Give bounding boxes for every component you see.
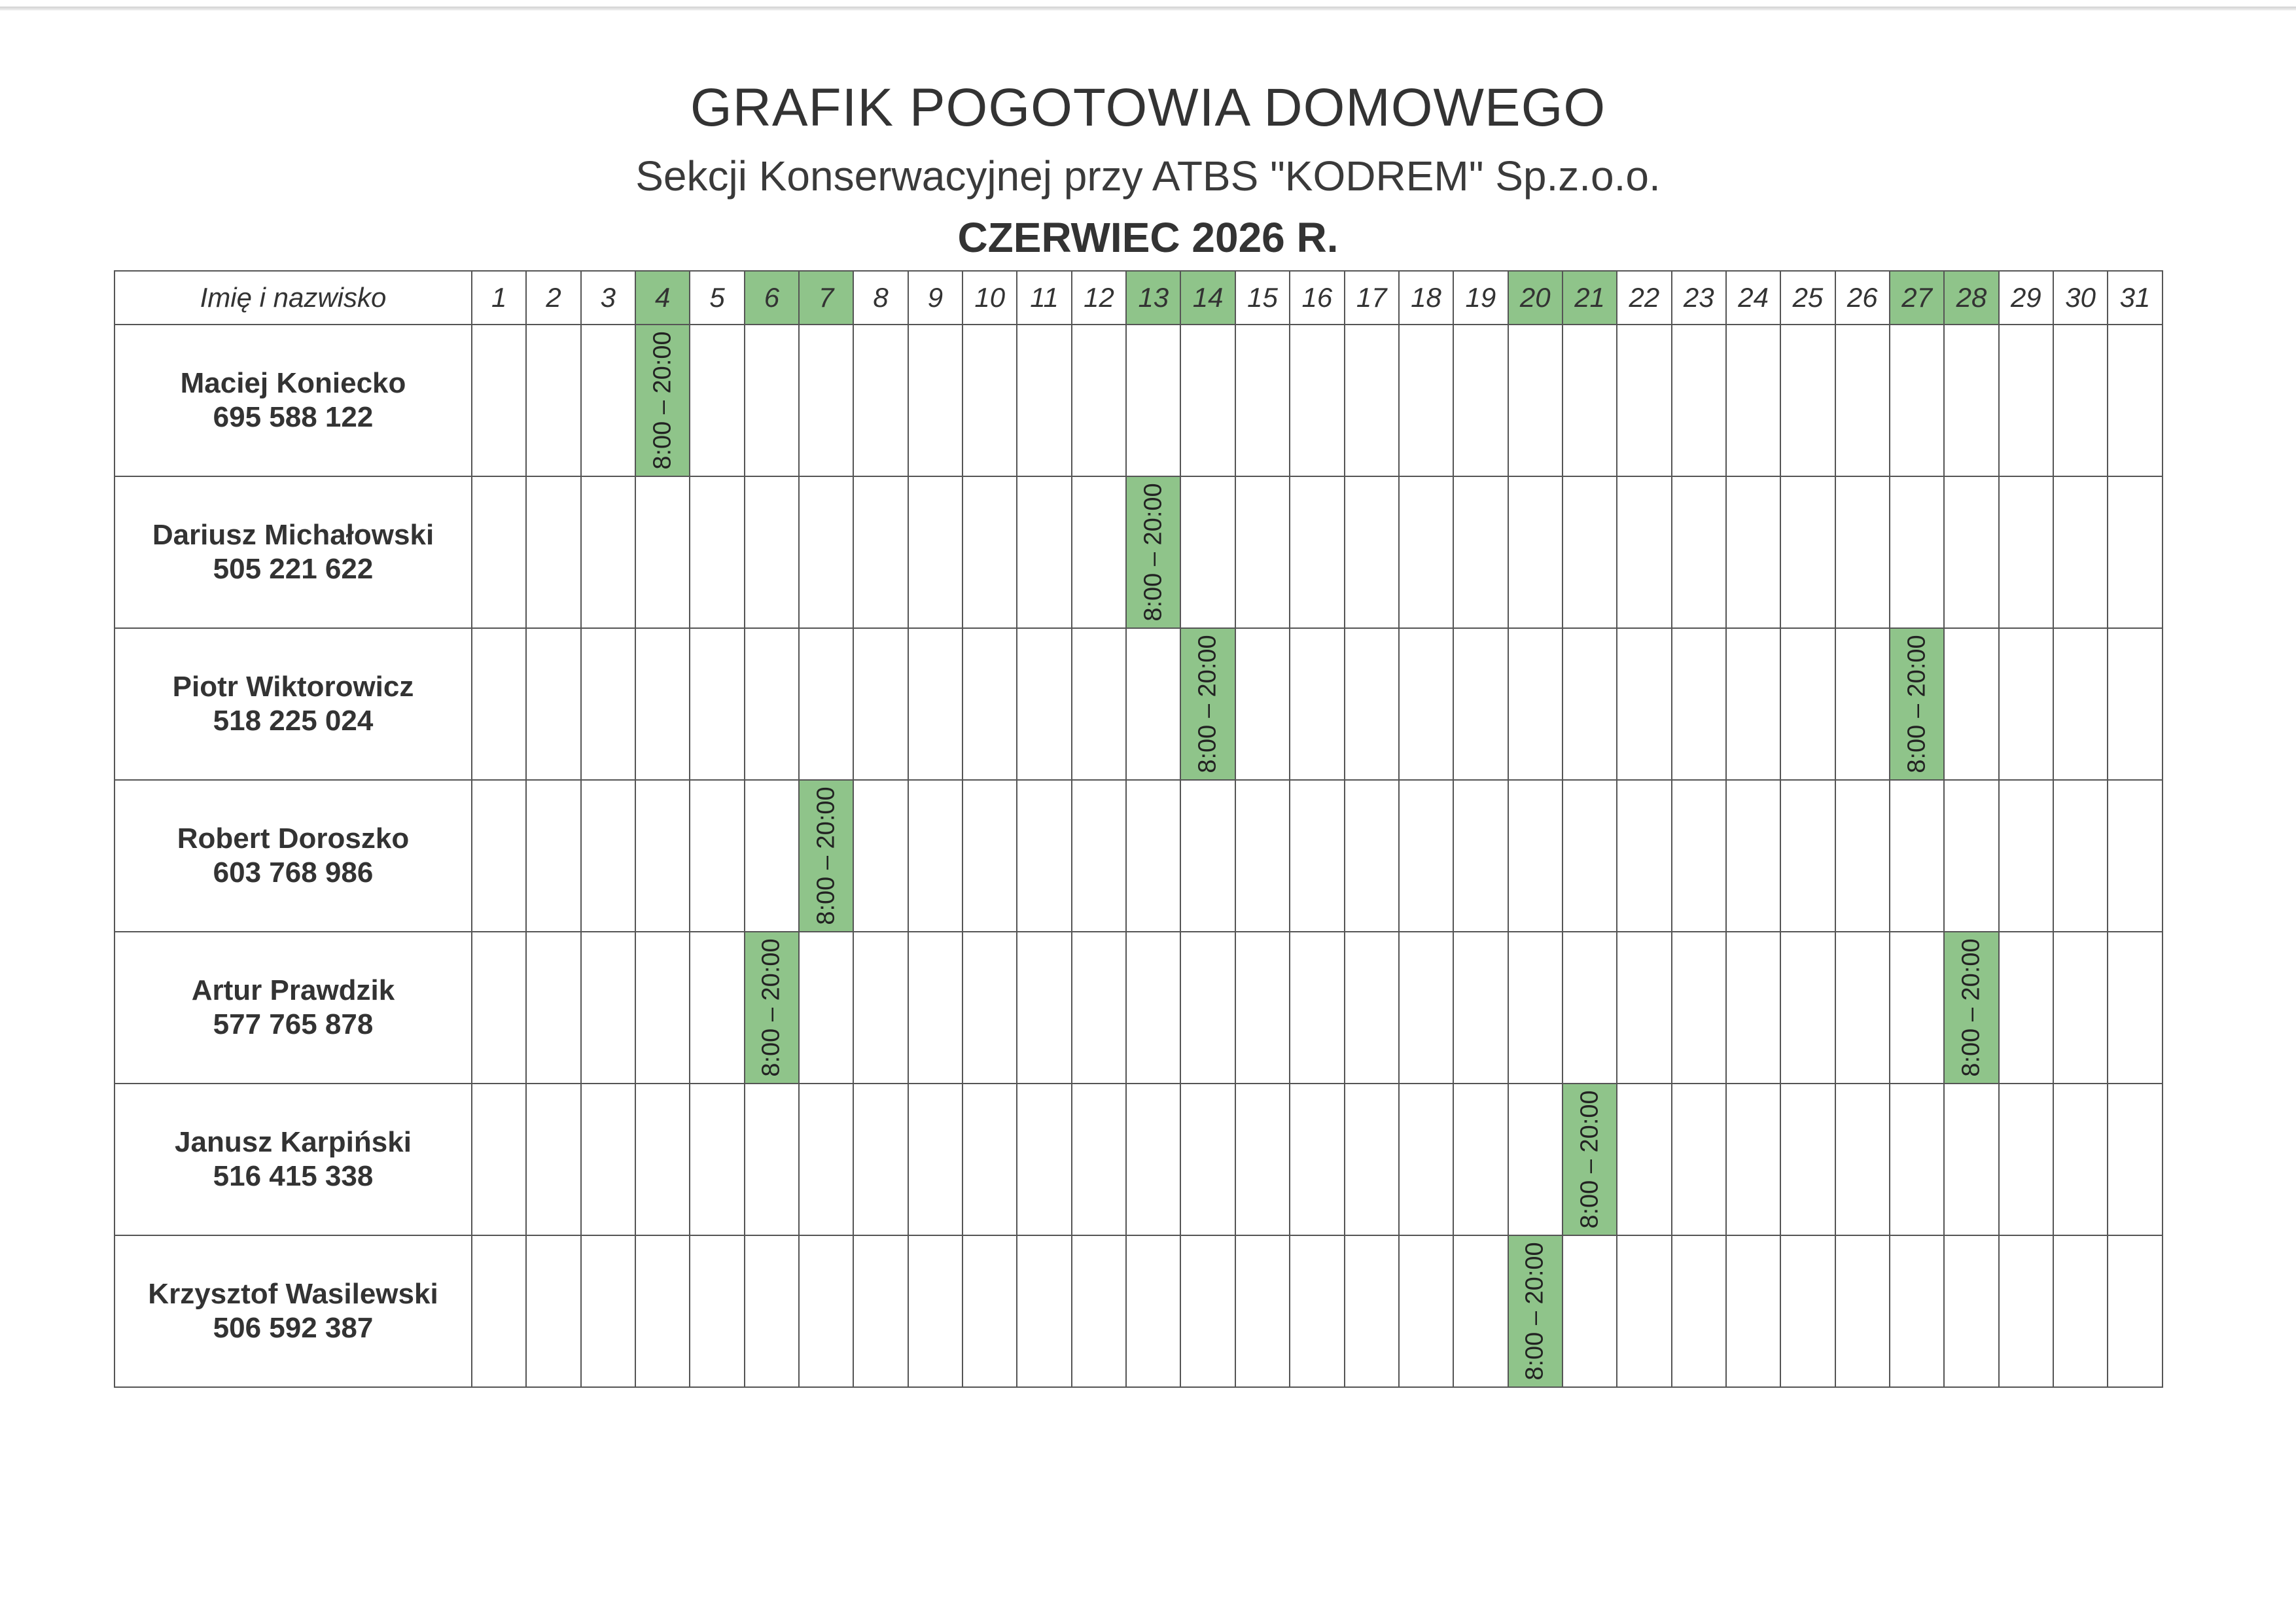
day-header-1: 1 bbox=[472, 271, 526, 325]
day-header-23: 23 bbox=[1672, 271, 1726, 325]
page-title: GRAFIK POGOTOWIA DOMOWEGO bbox=[690, 78, 1606, 137]
day-cell bbox=[526, 476, 580, 628]
day-cell bbox=[1563, 325, 1617, 476]
day-header-16: 16 bbox=[1290, 271, 1344, 325]
day-cell bbox=[526, 780, 580, 932]
day-cell bbox=[690, 325, 744, 476]
day-cell bbox=[1726, 628, 1780, 780]
day-cell bbox=[1290, 628, 1344, 780]
day-cell bbox=[472, 476, 526, 628]
day-header-19: 19 bbox=[1453, 271, 1508, 325]
day-cell bbox=[1399, 325, 1453, 476]
day-cell bbox=[1290, 476, 1344, 628]
day-cell bbox=[1780, 476, 1835, 628]
day-header-24: 24 bbox=[1726, 271, 1780, 325]
employee-name: Maciej Koniecko bbox=[180, 367, 406, 399]
day-header-22: 22 bbox=[1617, 271, 1671, 325]
day-header-25: 25 bbox=[1780, 271, 1835, 325]
shift-cell bbox=[1563, 1084, 1617, 1235]
day-cell bbox=[1999, 1084, 2053, 1235]
day-header-29: 29 bbox=[1999, 271, 2053, 325]
day-cell bbox=[1180, 1235, 1235, 1387]
shift-cell bbox=[1180, 628, 1235, 780]
shift-cell bbox=[1890, 628, 1944, 780]
shift-hours: 8:00 – 20:00 bbox=[757, 938, 785, 1077]
day-cell bbox=[1072, 932, 1126, 1084]
day-cell bbox=[635, 628, 690, 780]
day-cell bbox=[1890, 932, 1944, 1084]
day-cell bbox=[1617, 628, 1671, 780]
day-cell bbox=[1399, 628, 1453, 780]
day-cell bbox=[690, 628, 744, 780]
table-row bbox=[115, 1084, 2163, 1235]
day-cell bbox=[1617, 476, 1671, 628]
day-header-26: 26 bbox=[1835, 271, 1890, 325]
day-cell bbox=[1345, 476, 1399, 628]
day-cell bbox=[1835, 932, 1890, 1084]
table-row bbox=[115, 1235, 2163, 1387]
day-cell bbox=[1999, 932, 2053, 1084]
shift-hours: 8:00 – 20:00 bbox=[1521, 1242, 1549, 1381]
day-cell bbox=[1180, 932, 1235, 1084]
day-cell bbox=[1999, 325, 2053, 476]
day-cell bbox=[1126, 628, 1180, 780]
day-cell bbox=[1890, 1084, 1944, 1235]
day-cell bbox=[1672, 932, 1726, 1084]
day-cell bbox=[1780, 1235, 1835, 1387]
employee-phone: 518 225 024 bbox=[213, 705, 374, 737]
day-cell bbox=[1017, 1235, 1071, 1387]
day-cell bbox=[1399, 476, 1453, 628]
shift-hours: 8:00 – 20:00 bbox=[1576, 1090, 1604, 1229]
day-cell bbox=[1890, 476, 1944, 628]
day-cell bbox=[1780, 932, 1835, 1084]
day-cell bbox=[526, 628, 580, 780]
shift-hours: 8:00 – 20:00 bbox=[1139, 483, 1167, 622]
day-cell bbox=[1235, 780, 1290, 932]
day-cell bbox=[635, 932, 690, 1084]
day-cell bbox=[1944, 628, 1998, 780]
day-cell bbox=[1180, 325, 1235, 476]
employee-cell bbox=[115, 1084, 472, 1235]
day-cell bbox=[963, 628, 1017, 780]
employee-name: Robert Doroszko bbox=[177, 822, 410, 855]
day-cell bbox=[1944, 1084, 1998, 1235]
employee-phone: 506 592 387 bbox=[213, 1312, 374, 1344]
day-cell bbox=[472, 1084, 526, 1235]
day-cell bbox=[1180, 1084, 1235, 1235]
day-cell bbox=[1072, 780, 1126, 932]
day-cell bbox=[963, 1235, 1017, 1387]
day-cell bbox=[1235, 1235, 1290, 1387]
day-cell bbox=[581, 932, 635, 1084]
day-cell bbox=[1726, 1084, 1780, 1235]
day-cell bbox=[2108, 628, 2162, 780]
day-cell bbox=[799, 1235, 853, 1387]
day-cell bbox=[1453, 628, 1508, 780]
day-cell bbox=[1017, 476, 1071, 628]
day-header-7: 7 bbox=[799, 271, 853, 325]
day-cell bbox=[908, 780, 963, 932]
day-cell bbox=[526, 325, 580, 476]
day-cell bbox=[853, 780, 908, 932]
day-cell bbox=[526, 1235, 580, 1387]
day-cell bbox=[581, 1235, 635, 1387]
day-cell bbox=[1017, 932, 1071, 1084]
day-header-10: 10 bbox=[963, 271, 1017, 325]
day-cell bbox=[1235, 1084, 1290, 1235]
day-header-18: 18 bbox=[1399, 271, 1453, 325]
schedule-table bbox=[114, 270, 2163, 1388]
employee-name: Janusz Karpiński bbox=[175, 1126, 412, 1158]
day-cell bbox=[1180, 476, 1235, 628]
day-cell bbox=[635, 780, 690, 932]
day-cell bbox=[1999, 628, 2053, 780]
day-cell bbox=[581, 476, 635, 628]
day-cell bbox=[1235, 325, 1290, 476]
day-cell bbox=[1835, 1235, 1890, 1387]
day-cell bbox=[1508, 325, 1563, 476]
day-header-5: 5 bbox=[690, 271, 744, 325]
day-header-21: 21 bbox=[1563, 271, 1617, 325]
day-cell bbox=[1453, 1235, 1508, 1387]
day-cell bbox=[1563, 476, 1617, 628]
day-cell bbox=[2108, 476, 2162, 628]
day-cell bbox=[1235, 932, 1290, 1084]
day-header-11: 11 bbox=[1017, 271, 1071, 325]
day-cell bbox=[963, 325, 1017, 476]
day-cell bbox=[581, 628, 635, 780]
day-cell bbox=[2108, 780, 2162, 932]
day-cell bbox=[1999, 476, 2053, 628]
day-cell bbox=[1345, 932, 1399, 1084]
day-cell bbox=[1726, 325, 1780, 476]
day-cell bbox=[1072, 1084, 1126, 1235]
day-cell bbox=[908, 476, 963, 628]
day-cell bbox=[1453, 932, 1508, 1084]
shift-cell bbox=[1508, 1235, 1563, 1387]
day-cell bbox=[1944, 476, 1998, 628]
day-cell bbox=[2053, 325, 2108, 476]
day-cell bbox=[1399, 780, 1453, 932]
day-cell bbox=[1235, 476, 1290, 628]
table-row bbox=[115, 325, 2163, 476]
employee-phone: 695 588 122 bbox=[213, 401, 374, 433]
day-cell bbox=[963, 780, 1017, 932]
day-cell bbox=[1345, 325, 1399, 476]
day-cell bbox=[1290, 780, 1344, 932]
day-cell bbox=[1726, 1235, 1780, 1387]
day-cell bbox=[908, 1235, 963, 1387]
day-cell bbox=[472, 1235, 526, 1387]
day-cell bbox=[1126, 932, 1180, 1084]
day-cell bbox=[1345, 1235, 1399, 1387]
day-header-30: 30 bbox=[2053, 271, 2108, 325]
day-cell bbox=[1126, 780, 1180, 932]
day-cell bbox=[1617, 780, 1671, 932]
day-cell bbox=[1017, 325, 1071, 476]
table-row bbox=[115, 780, 2163, 932]
day-cell bbox=[1290, 1084, 1344, 1235]
day-header-6: 6 bbox=[745, 271, 799, 325]
day-cell bbox=[1944, 325, 1998, 476]
day-cell bbox=[581, 325, 635, 476]
day-header-4: 4 bbox=[635, 271, 690, 325]
day-cell bbox=[745, 1235, 799, 1387]
day-cell bbox=[1726, 932, 1780, 1084]
day-cell bbox=[526, 932, 580, 1084]
day-header-3: 3 bbox=[581, 271, 635, 325]
employee-cell bbox=[115, 476, 472, 628]
day-cell bbox=[1999, 780, 2053, 932]
day-cell bbox=[472, 628, 526, 780]
day-cell bbox=[1617, 1084, 1671, 1235]
day-cell bbox=[1235, 628, 1290, 780]
page-subtitle: Sekcji Konserwacyjnej przy ATBS "KODREM" Sp.z.o.o. bbox=[635, 152, 1661, 200]
day-header-14: 14 bbox=[1180, 271, 1235, 325]
day-cell bbox=[2108, 325, 2162, 476]
shift-cell bbox=[1126, 476, 1180, 628]
day-cell bbox=[1563, 628, 1617, 780]
day-cell bbox=[1072, 325, 1126, 476]
day-cell bbox=[1780, 1084, 1835, 1235]
day-header-31: 31 bbox=[2108, 271, 2162, 325]
employee-cell bbox=[115, 628, 472, 780]
shift-hours: 8:00 – 20:00 bbox=[648, 331, 677, 470]
day-cell bbox=[472, 780, 526, 932]
day-header-2: 2 bbox=[526, 271, 580, 325]
day-cell bbox=[1508, 476, 1563, 628]
day-cell bbox=[581, 1084, 635, 1235]
table-row bbox=[115, 628, 2163, 780]
day-cell bbox=[1017, 628, 1071, 780]
day-cell bbox=[1453, 780, 1508, 932]
day-cell bbox=[1890, 325, 1944, 476]
name-column-header: Imię i nazwisko bbox=[115, 271, 472, 325]
day-cell bbox=[1672, 628, 1726, 780]
day-header-20: 20 bbox=[1508, 271, 1563, 325]
day-cell bbox=[2053, 1084, 2108, 1235]
day-cell bbox=[526, 1084, 580, 1235]
day-cell bbox=[1453, 325, 1508, 476]
employee-phone: 516 415 338 bbox=[213, 1160, 374, 1192]
employee-phone: 577 765 878 bbox=[213, 1008, 374, 1040]
day-cell bbox=[1780, 325, 1835, 476]
day-cell bbox=[963, 476, 1017, 628]
day-header-9: 9 bbox=[908, 271, 963, 325]
day-cell bbox=[1508, 932, 1563, 1084]
shift-hours: 8:00 – 20:00 bbox=[812, 786, 840, 925]
day-cell bbox=[1072, 628, 1126, 780]
day-cell bbox=[908, 325, 963, 476]
day-cell bbox=[1780, 780, 1835, 932]
day-cell bbox=[908, 628, 963, 780]
day-cell bbox=[472, 932, 526, 1084]
day-cell bbox=[1508, 1084, 1563, 1235]
day-cell bbox=[963, 1084, 1017, 1235]
employee-name: Dariusz Michałowski bbox=[152, 519, 434, 551]
employee-name: Krzysztof Wasilewski bbox=[148, 1278, 438, 1310]
header-row bbox=[115, 271, 2163, 325]
day-cell bbox=[1835, 476, 1890, 628]
day-cell bbox=[799, 476, 853, 628]
day-cell bbox=[1290, 1235, 1344, 1387]
day-cell bbox=[1835, 780, 1890, 932]
employee-name: Piotr Wiktorowicz bbox=[172, 671, 414, 703]
day-cell bbox=[1944, 1235, 1998, 1387]
day-cell bbox=[745, 1084, 799, 1235]
day-cell bbox=[1563, 932, 1617, 1084]
day-cell bbox=[799, 1084, 853, 1235]
day-cell bbox=[2053, 932, 2108, 1084]
day-cell bbox=[799, 325, 853, 476]
day-cell bbox=[1399, 932, 1453, 1084]
day-cell bbox=[799, 932, 853, 1084]
day-cell bbox=[472, 325, 526, 476]
table-row bbox=[115, 932, 2163, 1084]
day-header-28: 28 bbox=[1944, 271, 1998, 325]
day-cell bbox=[690, 1084, 744, 1235]
day-cell bbox=[1672, 780, 1726, 932]
day-cell bbox=[1126, 1235, 1180, 1387]
day-cell bbox=[745, 780, 799, 932]
day-cell bbox=[635, 476, 690, 628]
shift-hours: 8:00 – 20:00 bbox=[1903, 635, 1931, 773]
day-cell bbox=[1617, 932, 1671, 1084]
day-cell bbox=[1180, 780, 1235, 932]
day-cell bbox=[1726, 780, 1780, 932]
employee-name: Artur Prawdzik bbox=[191, 974, 395, 1006]
day-cell bbox=[635, 1084, 690, 1235]
day-cell bbox=[2053, 1235, 2108, 1387]
shift-hours: 8:00 – 20:00 bbox=[1193, 635, 1222, 773]
table-row bbox=[115, 476, 2163, 628]
day-header-17: 17 bbox=[1345, 271, 1399, 325]
day-cell bbox=[908, 932, 963, 1084]
shift-cell bbox=[635, 325, 690, 476]
day-cell bbox=[1563, 1235, 1617, 1387]
day-header-13: 13 bbox=[1126, 271, 1180, 325]
day-cell bbox=[1890, 1235, 1944, 1387]
day-cell bbox=[581, 780, 635, 932]
day-cell bbox=[690, 932, 744, 1084]
day-cell bbox=[1835, 628, 1890, 780]
day-cell bbox=[1453, 1084, 1508, 1235]
day-header-27: 27 bbox=[1890, 271, 1944, 325]
day-cell bbox=[1617, 1235, 1671, 1387]
shift-cell bbox=[799, 780, 853, 932]
day-cell bbox=[1835, 325, 1890, 476]
employee-cell bbox=[115, 780, 472, 932]
day-cell bbox=[690, 1235, 744, 1387]
day-cell bbox=[1126, 1084, 1180, 1235]
day-cell bbox=[1780, 628, 1835, 780]
day-cell bbox=[1508, 628, 1563, 780]
day-cell bbox=[2108, 1084, 2162, 1235]
day-cell bbox=[690, 476, 744, 628]
shift-hours: 8:00 – 20:00 bbox=[1957, 938, 1985, 1077]
day-cell bbox=[1399, 1084, 1453, 1235]
day-cell bbox=[1726, 476, 1780, 628]
employee-cell bbox=[115, 932, 472, 1084]
day-cell bbox=[853, 628, 908, 780]
day-cell bbox=[1290, 932, 1344, 1084]
day-cell bbox=[2053, 476, 2108, 628]
day-cell bbox=[1345, 780, 1399, 932]
day-cell bbox=[1944, 780, 1998, 932]
day-cell bbox=[1126, 325, 1180, 476]
day-cell bbox=[853, 325, 908, 476]
day-cell bbox=[1345, 1084, 1399, 1235]
day-cell bbox=[1999, 1235, 2053, 1387]
day-cell bbox=[1072, 1235, 1126, 1387]
day-cell bbox=[799, 628, 853, 780]
day-cell bbox=[1453, 476, 1508, 628]
day-cell bbox=[1072, 476, 1126, 628]
day-cell bbox=[1890, 780, 1944, 932]
day-cell bbox=[690, 780, 744, 932]
day-cell bbox=[2053, 780, 2108, 932]
day-cell bbox=[963, 932, 1017, 1084]
day-cell bbox=[853, 476, 908, 628]
employee-cell bbox=[115, 1235, 472, 1387]
day-cell bbox=[1017, 1084, 1071, 1235]
scan-edge bbox=[0, 7, 2296, 10]
day-cell bbox=[1290, 325, 1344, 476]
day-cell bbox=[1345, 628, 1399, 780]
day-cell bbox=[1672, 1235, 1726, 1387]
day-cell bbox=[745, 476, 799, 628]
day-cell bbox=[2108, 1235, 2162, 1387]
day-cell bbox=[853, 1235, 908, 1387]
day-cell bbox=[853, 932, 908, 1084]
day-cell bbox=[1563, 780, 1617, 932]
day-cell bbox=[2108, 932, 2162, 1084]
day-cell bbox=[908, 1084, 963, 1235]
day-cell bbox=[1672, 476, 1726, 628]
day-cell bbox=[745, 628, 799, 780]
day-cell bbox=[2053, 628, 2108, 780]
employee-phone: 603 768 986 bbox=[213, 856, 374, 889]
day-cell bbox=[1399, 1235, 1453, 1387]
day-cell bbox=[853, 1084, 908, 1235]
month-label: CZERWIEC 2026 R. bbox=[957, 214, 1339, 261]
day-cell bbox=[1672, 1084, 1726, 1235]
day-cell bbox=[635, 1235, 690, 1387]
employee-cell bbox=[115, 325, 472, 476]
shift-cell bbox=[745, 932, 799, 1084]
day-header-15: 15 bbox=[1235, 271, 1290, 325]
day-cell bbox=[1672, 325, 1726, 476]
schedule-body bbox=[115, 325, 2163, 1387]
day-cell bbox=[745, 325, 799, 476]
employee-phone: 505 221 622 bbox=[213, 553, 374, 585]
day-cell bbox=[1017, 780, 1071, 932]
day-header-12: 12 bbox=[1072, 271, 1126, 325]
day-cell bbox=[1617, 325, 1671, 476]
shift-cell bbox=[1944, 932, 1998, 1084]
day-header-8: 8 bbox=[853, 271, 908, 325]
day-cell bbox=[1508, 780, 1563, 932]
day-cell bbox=[1835, 1084, 1890, 1235]
